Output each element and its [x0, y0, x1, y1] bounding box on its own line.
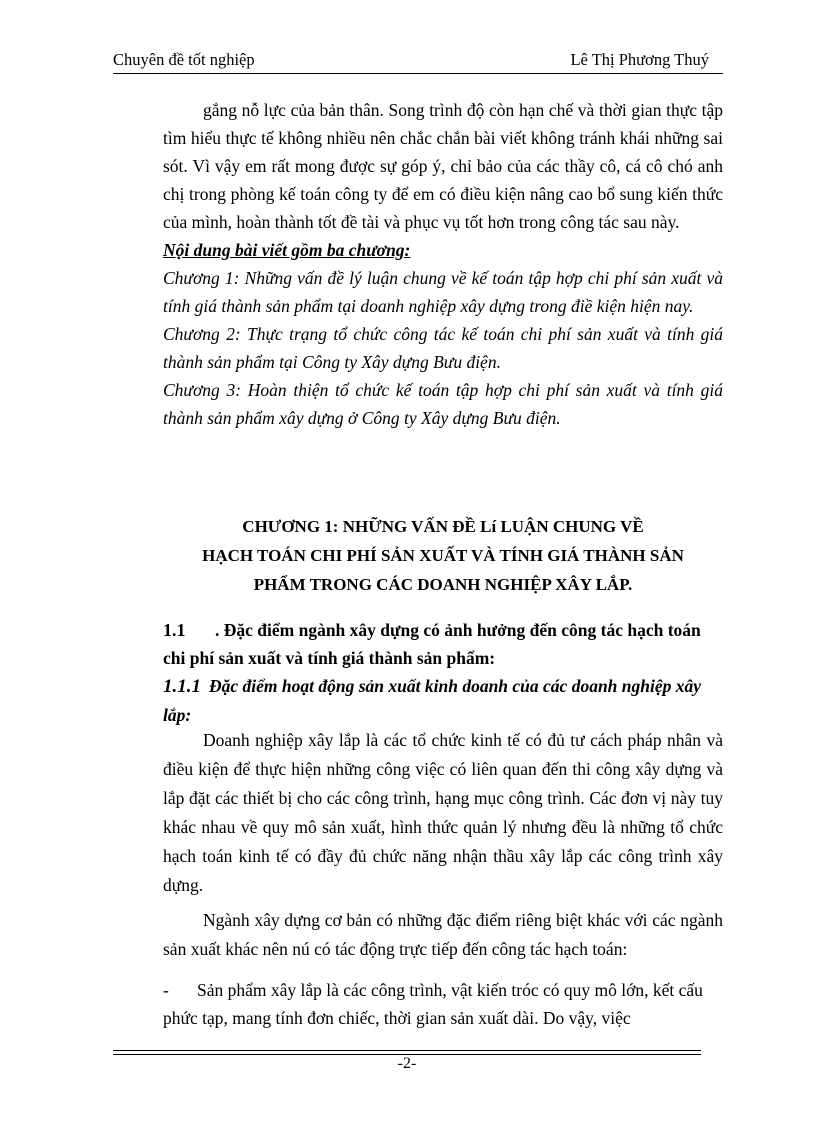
outline-chapter-3: Chương 3: Hoàn thiện tổ chức kế toán tập hợp chi phí sản xuất và tính giá thành sản phẩm xây dựng ở Công ty Xây dựng Bưu điện. [163, 380, 723, 428]
paragraph-1: Doanh nghiệp xây lắp là các tổ chức kinh tế có đủ tư cách pháp nhân và điều kiện để thực hiện những công việc có liên quan đến thi công xây dựng và lắp đặt các thiết bị cho các công trình, hạng mục công trình. Các đơn vị này tuy khác nhau về quy mô sản xuất, hình thức quản lý nhưng đều là những tổ chức hạch toán kinh tế có đầy đủ chức năng nhận thầu xây lắp các công trình xây dựng. [163, 730, 723, 895]
subsection-heading [163, 672, 723, 729]
chapter-title [163, 512, 723, 599]
header-left-title: Chuyên đề tốt nghiệp [113, 50, 255, 69]
chapter-title-line-1: CHƯƠNG 1: NHỮNG VẤN ĐỀ Lí LUẬN CHUNG VỀ [242, 517, 644, 536]
section-number: 1.1 [163, 620, 186, 640]
header-author: Lê Thị Phương Thuý [570, 50, 709, 69]
chapter-title-line-3: PHẨM TRONG CÁC DOANH NGHIỆP XÂY LẮP. [253, 575, 633, 594]
bullet-text: Sản phẩm xây lắp là các công trình, vật kiến tróc có quy mô lớn, kết cấu phức tạp, mang tính đơn chiếc, thời gian sản xuất dài. Do vậy, việc [163, 980, 703, 1028]
intro-block [163, 96, 723, 432]
page-header [113, 50, 723, 72]
outline-heading: Nội dung bài viết gồm ba chương: [163, 240, 411, 260]
bullet-marker: - [163, 980, 169, 1000]
bullet-item [163, 976, 723, 1032]
header-rule [113, 73, 723, 74]
outline-chapter-1: Chương 1: Những vấn đề lý luận chung về kế toán tập hợp chi phí sản xuất và tính giá thành sản phẩm tại doanh nghiệp xây dựng trong điề kiện hiện nay. [163, 268, 723, 316]
section-text: . Đặc điểm ngành xây dựng có ảnh hưởng đến công tác hạch toán chi phí sản xuất và tính giá thành sản phẩm: [163, 620, 701, 668]
footer-rule-top [113, 1050, 701, 1051]
subsection-text: Đặc điểm hoạt động sản xuất kinh doanh của các doanh nghiệp xây lắp: [163, 676, 702, 725]
chapter-title-line-2: HẠCH TOÁN CHI PHÍ SẢN XUẤT VÀ TÍNH GIÁ THÀNH SẢN [202, 546, 684, 565]
outline-chapter-2: Chương 2: Thực trạng tổ chức công tác kế toán chi phí sản xuất và tính giá thành sản phẩm tại Công ty Xây dựng Bưu điện. [163, 324, 723, 372]
paragraph-2: Ngành xây dựng cơ bản có những đặc điểm riêng biệt khác với các ngành sản xuất khác nên nú có tác động trực tiếp đến công tác hạch toán: [163, 910, 723, 959]
subsection-number: 1.1.1 [163, 676, 201, 697]
section-heading [163, 616, 723, 672]
intro-paragraph: gắng nỗ lực của bản thân. Song trình độ còn hạn chế và thời gian thực tập tìm hiểu thực tế không nhiều nên chắc chắn bài viết không tránh khái những sai sót. Vì vậy em rất mong được sự góp ý, chỉ bảo của các thầy cô, cá cô chó anh chị trong phòng kế toán công ty để em có điều kiện nâng cao bổ sung kiến thức của mình, hoàn thành tốt đề tài và phục vụ tốt hơn trong công tác sau này. [163, 100, 723, 232]
main-text [163, 726, 723, 964]
page-number: -2- [397, 1055, 417, 1072]
